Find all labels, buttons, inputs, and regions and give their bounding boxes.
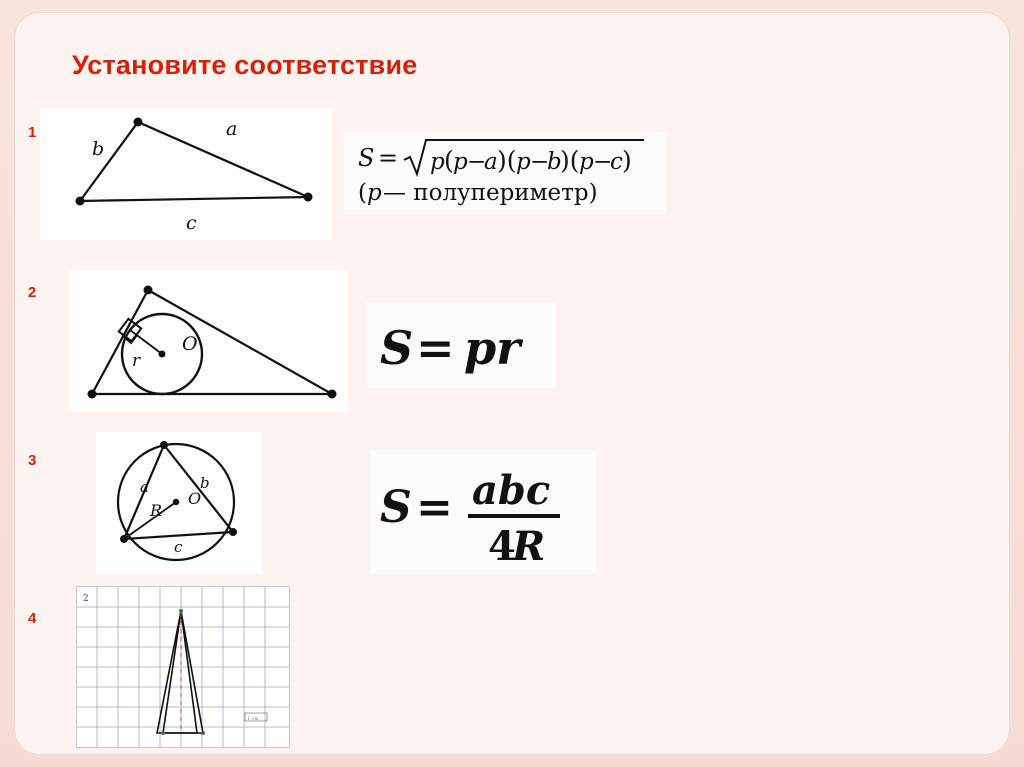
svg-text:a: a — [140, 478, 149, 496]
svg-text:2: 2 — [83, 594, 89, 604]
svg-text:R: R — [512, 523, 546, 570]
svg-text:abc: abc — [472, 467, 551, 514]
svg-text:): ) — [622, 146, 632, 175]
svg-text:−: − — [593, 149, 613, 175]
triangle-with-circumscribed-circle — [96, 432, 262, 574]
svg-text:1 см: 1 см — [247, 716, 259, 722]
svg-text:p: p — [367, 180, 382, 206]
svg-text:=: = — [416, 482, 453, 533]
svg-text:)(: )( — [560, 146, 580, 175]
svg-text:— полупериметр): — полупериметр) — [383, 180, 598, 206]
row-number-2: 2 — [28, 284, 37, 301]
row-number-4: 4 — [28, 610, 37, 627]
area-equals-abc-over-4R — [370, 450, 596, 574]
svg-text:S: S — [358, 144, 375, 172]
svg-text:R: R — [150, 501, 163, 520]
svg-text:p: p — [453, 149, 468, 175]
svg-text:S: S — [380, 321, 414, 375]
svg-text:=: = — [416, 321, 455, 375]
svg-text:b: b — [547, 149, 562, 175]
area-equals-p-times-r — [366, 302, 556, 388]
svg-text:S: S — [380, 482, 412, 533]
svg-text:−: − — [467, 149, 487, 175]
triangle-with-sides-a-b-c — [40, 108, 332, 240]
svg-text:(: ( — [358, 180, 367, 206]
row-number-3: 3 — [28, 452, 37, 469]
svg-text:pr: pr — [464, 321, 521, 375]
svg-text:)(: )( — [497, 146, 517, 175]
svg-text:O: O — [182, 333, 198, 355]
svg-text:b: b — [92, 138, 105, 160]
svg-text:−: − — [530, 149, 550, 175]
graph-paper-two-narrow-triangles — [76, 586, 290, 748]
heron-formula — [344, 132, 666, 214]
svg-text:r: r — [132, 351, 141, 371]
page-title: Установите соответствие — [72, 50, 418, 80]
svg-text:4: 4 — [488, 523, 516, 570]
svg-text:a: a — [484, 149, 498, 175]
triangle-with-inscribed-circle — [70, 270, 348, 412]
svg-text:O: O — [188, 489, 202, 508]
row-number-1: 1 — [28, 124, 37, 141]
svg-text:c: c — [186, 212, 197, 234]
svg-text:p: p — [430, 149, 445, 175]
svg-text:b: b — [200, 474, 210, 492]
slide-panel — [14, 12, 1010, 755]
svg-text:p: p — [579, 149, 594, 175]
svg-text:p: p — [516, 149, 531, 175]
svg-text:c: c — [610, 149, 623, 175]
svg-text:(: ( — [444, 146, 454, 175]
svg-text:=: = — [378, 144, 399, 172]
svg-text:a: a — [226, 118, 238, 140]
svg-text:c: c — [174, 538, 183, 556]
